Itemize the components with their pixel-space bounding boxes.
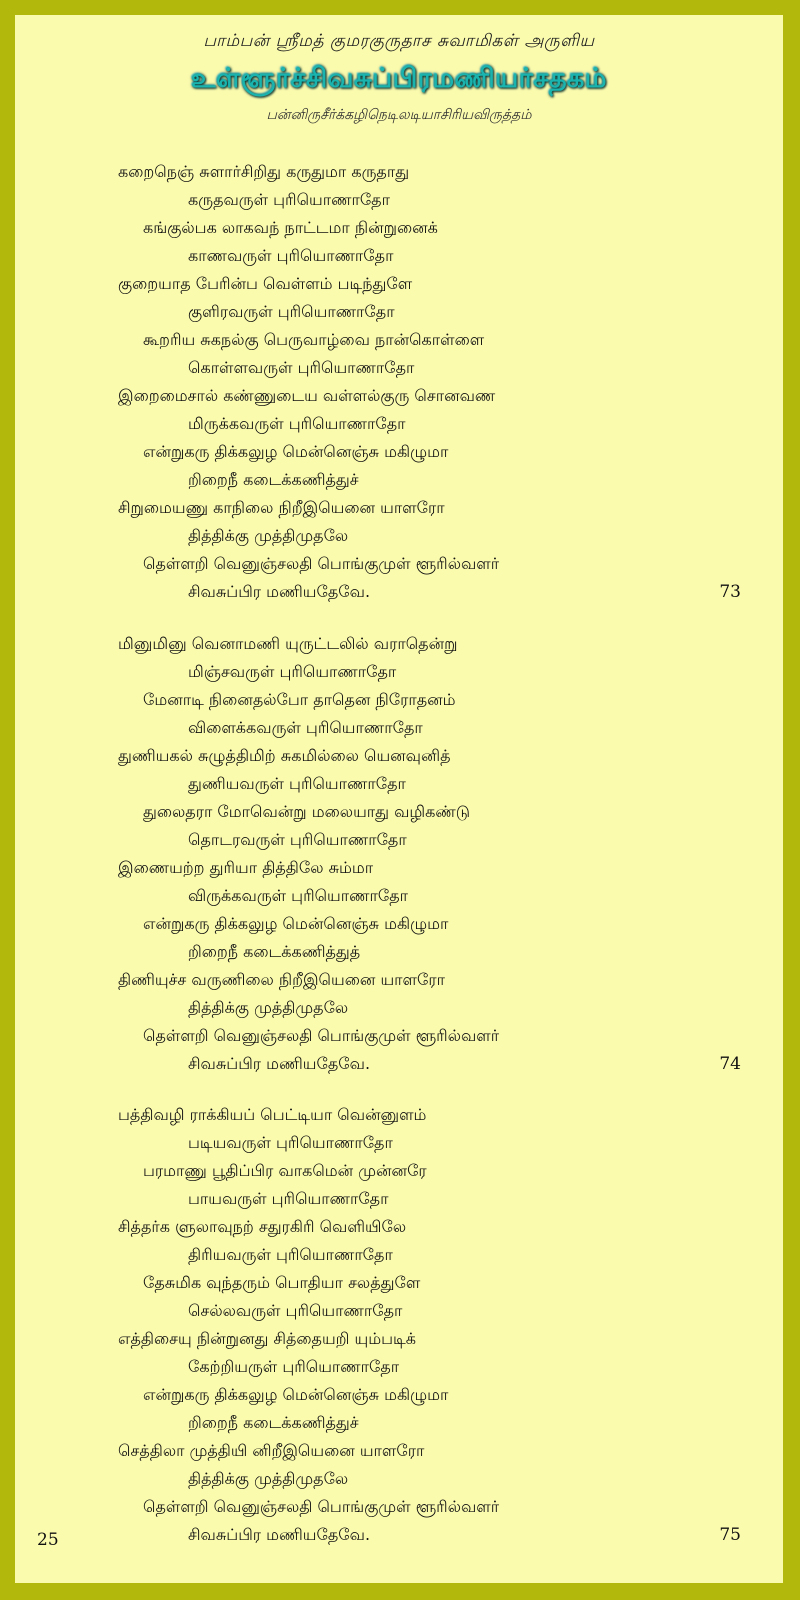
verse-line: தேசுமிக வுந்தரும் பொதியா சலத்துளே [143, 1273, 421, 1292]
verse-line: கொள்ளவருள் புரியொணாதோ [188, 358, 415, 377]
verse-line: பத்திவழி ராக்கியப் பெட்டியா வென்னுளம் [118, 1105, 427, 1124]
verse-line: என்றுகரு திக்கலுழ மென்னெஞ்சு மகிழுமா [143, 442, 449, 461]
verse-line: சிறுமையணு காநிலை நிறீஇயெனை யாளரோ [118, 498, 445, 517]
verse-line: இறைமைசால் கண்ணுடைய வள்ளல்குரு சொனவண [118, 386, 496, 405]
verse-line: பாயவருள் புரியொணாதோ [188, 1189, 389, 1208]
verse-number: 75 [719, 1525, 741, 1545]
work-title: உள்ளூர்ச்சிவசுப்பிரமணியர்சதகம் [190, 63, 608, 94]
verse-line: எத்திசையு நின்றுனது சித்தையறி யும்படிக் [118, 1329, 416, 1348]
verse-line: றிறைநீ கடைக்கணித்துத் [188, 942, 361, 961]
verse-line: தெள்ளறி வெனுஞ்சலதி பொங்குமுள் ளூரில்வளர் [143, 1497, 500, 1516]
verse-line: சிவசுப்பிர மணியதேவே. [188, 1525, 371, 1544]
verse-line: விருக்கவருள் புரியொணாதோ [188, 886, 408, 905]
verse-number: 74 [719, 1054, 741, 1074]
verse-line: தித்திக்கு முத்திமுதலே [188, 998, 349, 1017]
verse-line: என்றுகரு திக்கலுழ மென்னெஞ்சு மகிழுமா [143, 914, 449, 933]
verse-line: றிறைநீ கடைக்கணித்துச் [188, 1413, 359, 1432]
verse-line: மிஞ்சவருள் புரியொணாதோ [188, 662, 397, 681]
verse-line: குளிரவருள் புரியொணாதோ [188, 302, 395, 321]
verse-line: கறைநெஞ் சுளார்சிறிது கருதுமா கருதாது [118, 162, 410, 181]
verse-line: படியவருள் புரியொணாதோ [188, 1133, 393, 1152]
verse-line: துணியகல் சுழுத்திமிற் சுகமில்லை யெனவுனித் [118, 746, 451, 765]
verse-line: செல்லவருள் புரியொணாதோ [188, 1301, 403, 1320]
verse-line: கூறரிய சுகநல்கு பெருவாழ்வை நான்கொள்ளை [143, 330, 485, 349]
verse-line: றிறைநீ கடைக்கணித்துச் [188, 470, 359, 489]
verse-line: மிருக்கவருள் புரியொணாதோ [188, 414, 406, 433]
verse-line: சிவசுப்பிர மணியதேவே. [188, 582, 371, 601]
verse-line: இணையற்ற துரியா தித்திலே சும்மா [118, 858, 374, 877]
verse-line: தொடரவருள் புரியொணாதோ [188, 830, 407, 849]
verse-line: தெள்ளறி வெனுஞ்சலதி பொங்குமுள் ளூரில்வளர் [143, 554, 500, 573]
page [15, 15, 783, 1583]
verse-line: திணியுச்ச வருணிலை நிறீஇயெனை யாளரோ [118, 970, 445, 989]
verse-line: சித்தர்க ளுலாவுநற் சதுரகிரி வெளியிலே [118, 1217, 407, 1236]
verse-line: கருதவருள் புரியொணாதோ [188, 190, 390, 209]
author-line: பாம்பன் ஸ்ரீமத் குமரகுருதாச சுவாமிகள் அருளிய [203, 31, 595, 51]
verse-line: தித்திக்கு முத்திமுதலே [188, 526, 349, 545]
verse-line: தித்திக்கு முத்திமுதலே [188, 1469, 349, 1488]
verse-line: குறையாத பேரின்ப வெள்ளம் படிந்துளே [118, 274, 413, 293]
page-number: 25 [37, 1530, 59, 1550]
verse-line: சிவசுப்பிர மணியதேவே. [188, 1054, 371, 1073]
verse-line: செத்திலா முத்தியி னிறீஇயெனை யாளரோ [118, 1441, 425, 1460]
verse-line: துலைதரா மோவென்று மலையாது வழிகண்டு [143, 802, 471, 821]
verse-line: மினுமினு வெனாமணி யுருட்டலில் வராதென்று [118, 634, 458, 653]
verse-line: காணவருள் புரியொணாதோ [188, 246, 394, 265]
verse-line: விளைக்கவருள் புரியொணாதோ [188, 718, 423, 737]
verse-line: மேனாடி நினைதல்போ தாதென நிரோதனம் [143, 690, 456, 709]
verse-line: கங்குல்பக லாகவந் நாட்டமா நின்றுனைக் [143, 218, 438, 237]
meter-line: பன்னிருசீர்க்கழிநெடிலடியாசிரியவிருத்தம் [266, 107, 532, 123]
verse-line: துணியவருள் புரியொணாதோ [188, 774, 406, 793]
verse-line: என்றுகரு திக்கலுழ மென்னெஞ்சு மகிழுமா [143, 1385, 449, 1404]
verse-line: கேற்றியருள் புரியொணாதோ [188, 1357, 400, 1376]
verse-line: திரியவருள் புரியொணாதோ [188, 1245, 393, 1264]
verse-line: தெள்ளறி வெனுஞ்சலதி பொங்குமுள் ளூரில்வளர் [143, 1026, 500, 1045]
verse-number: 73 [719, 582, 741, 602]
verse-line: பரமாணு பூதிப்பிர வாகமென் முன்னரே [143, 1161, 427, 1180]
header [15, 29, 783, 125]
